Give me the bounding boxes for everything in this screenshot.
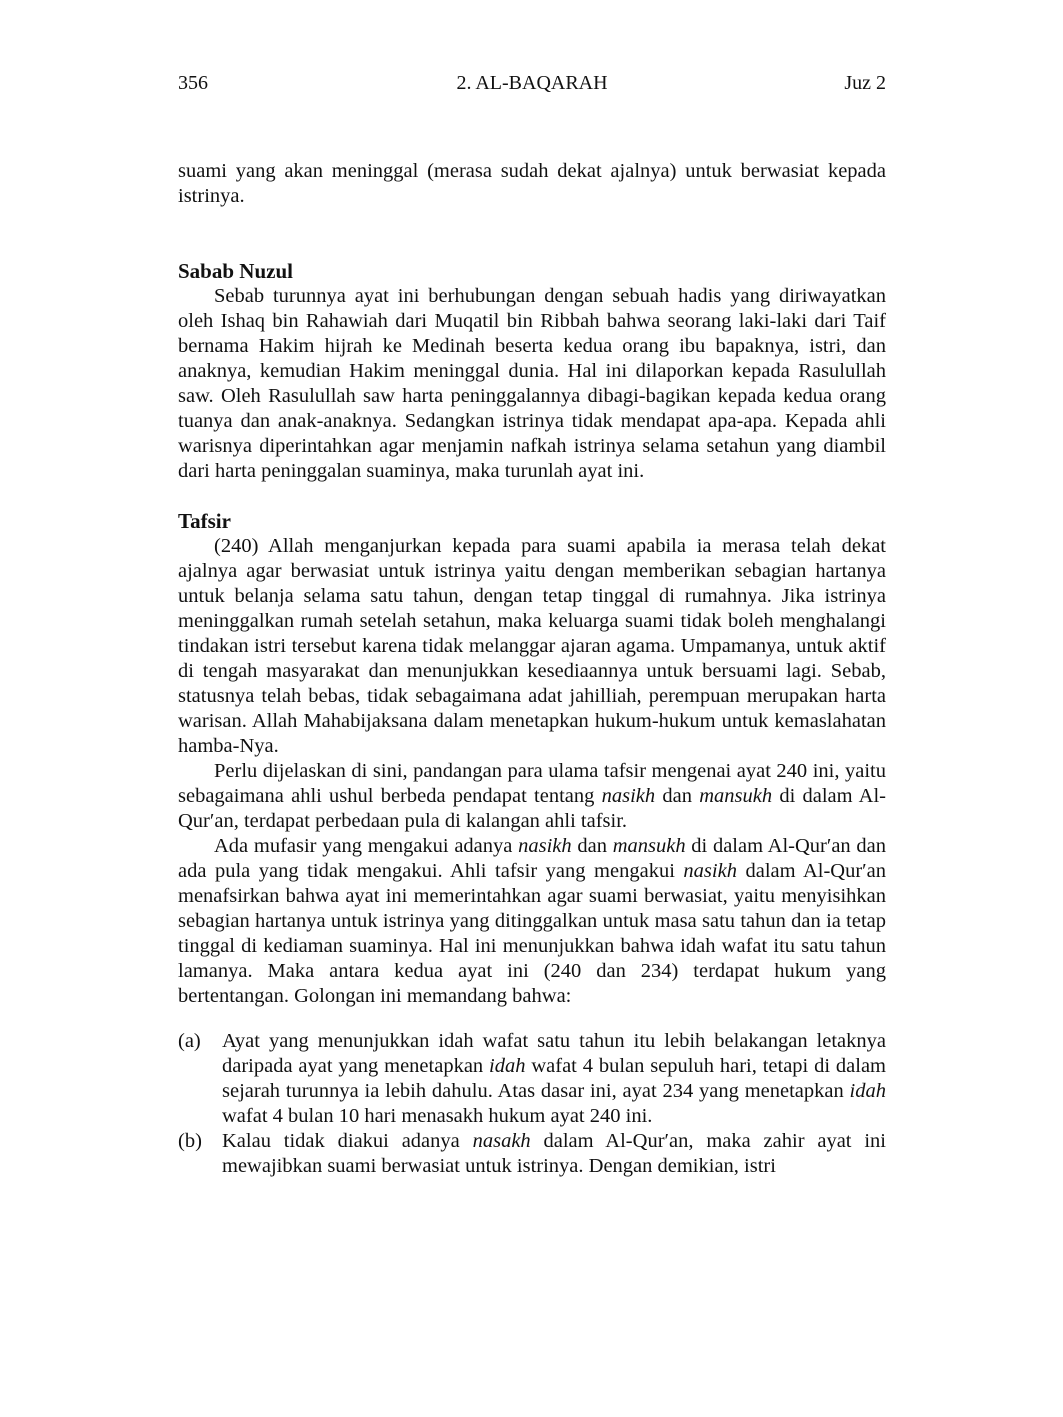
list-item <box>178 1129 886 1179</box>
term-idah: idah <box>489 1055 526 1077</box>
spacer <box>178 484 886 509</box>
term-nasikh: nasikh <box>683 860 737 882</box>
sabab-nuzul-heading: Sabab Nuzul <box>178 259 293 283</box>
list-label: (b) <box>178 1130 202 1152</box>
term-mansukh: mansukh <box>612 835 686 857</box>
tafsir-paragraph-2: Perlu dijelaskan di sini, pandangan para ulama tafsir mengenai ayat 240 ini, yaitu sebagaimana ahli ushul berbeda pendapat tentang nasikh dan mansukh di dalam Al-Qur′an, terdapat perbedaan pula di kalangan ahli tafsir. <box>178 760 887 832</box>
spacer <box>178 1009 886 1029</box>
tafsir-paragraph-1: (240) Allah menganjurkan kepada para suami apabila ia merasa telah dekat ajalnya agar berwasiat untuk istrinya yaitu dengan memberikan sebagian hartanya untuk belanja selama satu tahun, dengan tetap tinggal di rumahnya. Jika istrinya meninggalkan rumah setelah setahun, maka keluarga suami tidak boleh menghalangi tindakan istri tersebut karena tidak melanggar ajaran agama. Umpamanya, untuk aktif di tengah masyarakat dan menunjukkan kesediaannya untuk bersuami lagi. Sebab, statusnya telah bebas, tidak sebagaimana adat jahilliah, perempuan merupakan harta warisan. Allah Mahabijaksana dalam menetapkan hukum-hukum untuk kemaslahatan hamba-Nya. <box>178 535 886 757</box>
surah-title: 2. AL-BAQARAH <box>456 72 608 94</box>
term-nasakh: nasakh <box>472 1130 531 1152</box>
spacer <box>178 209 886 259</box>
sabab-nuzul-paragraph: Sebab turunnya ayat ini berhubungan dengan sebuah hadis yang diriwayatkan oleh Ishaq bin Rahawiah dari Muqatil bin Ribbah bahwa seorang laki-laki dari Taif bernama Hakim hijrah ke Medinah beserta kedua orang ibu bapaknya, istri, dan anaknya, kemudian Hakim meninggal dunia. Hal ini dilaporkan kepada Rasulullah saw. Oleh Rasulullah saw harta peninggalannya dibagi-bagikan kepada kedua orang tuanya dan anak-anaknya. Sedangkan istrinya tidak mendapat apa-apa. Kepada ahli warisnya diperintahkan agar menjamin nafkah istrinya selama setahun yang diambil dari harta peninggalan suaminya, maka turunlah ayat ini. <box>178 285 886 482</box>
list-text: Ayat yang menunjukkan idah wafat satu tahun itu lebih belakangan letaknya daripada ayat yang menetapkan idah wafat 4 bulan sepuluh hari, tetapi di dalam sejarah turunnya ia lebih dahulu. Atas dasar ini, ayat 234 yang menetapkan idah wafat 4 bulan 10 hari menasakh hukum ayat 240 ini. <box>222 1030 886 1127</box>
term-idah: idah <box>849 1080 886 1102</box>
list-text: Kalau tidak diakui adanya nasakh dalam Al-Qur′an, maka zahir ayat ini mewajibkan suami berwasiat untuk istrinya. Dengan demikian, istri <box>222 1130 886 1177</box>
term-nasikh: nasikh <box>518 835 572 857</box>
list-item <box>178 1029 886 1129</box>
running-header <box>178 72 886 100</box>
term-mansukh: mansukh <box>699 785 773 807</box>
page-body <box>178 159 886 1179</box>
tafsir-paragraph-3: Ada mufasir yang mengakui adanya nasikh dan mansukh di dalam Al-Qur′an dan ada pula yang tidak mengakui. Ahli tafsir yang mengakui nasikh dalam Al-Qur′an menafsirkan bahwa ayat ini memerintahkan agar suami berwasiat, yaitu menyisihkan sebagian hartanya untuk istrinya yang ditinggalkan untuk masa satu tahun dan ia tetap tinggal di kediaman suaminya. Hal ini menunjukkan bahwa idah wafat itu satu tahun lamanya. Maka antara kedua ayat ini (240 dan 234) terdapat hukum yang bertentangan. Golongan ini memandang bahwa: <box>178 835 887 1007</box>
tafsir-heading: Tafsir <box>178 509 231 533</box>
page-number: 356 <box>178 72 208 94</box>
juz-label: Juz 2 <box>844 72 886 94</box>
term-nasikh: nasikh <box>601 785 656 807</box>
list-label: (a) <box>178 1030 201 1052</box>
intro-paragraph: suami yang akan meninggal (merasa sudah dekat ajalnya) untuk berwasiat kepada istrinya. <box>178 160 886 207</box>
